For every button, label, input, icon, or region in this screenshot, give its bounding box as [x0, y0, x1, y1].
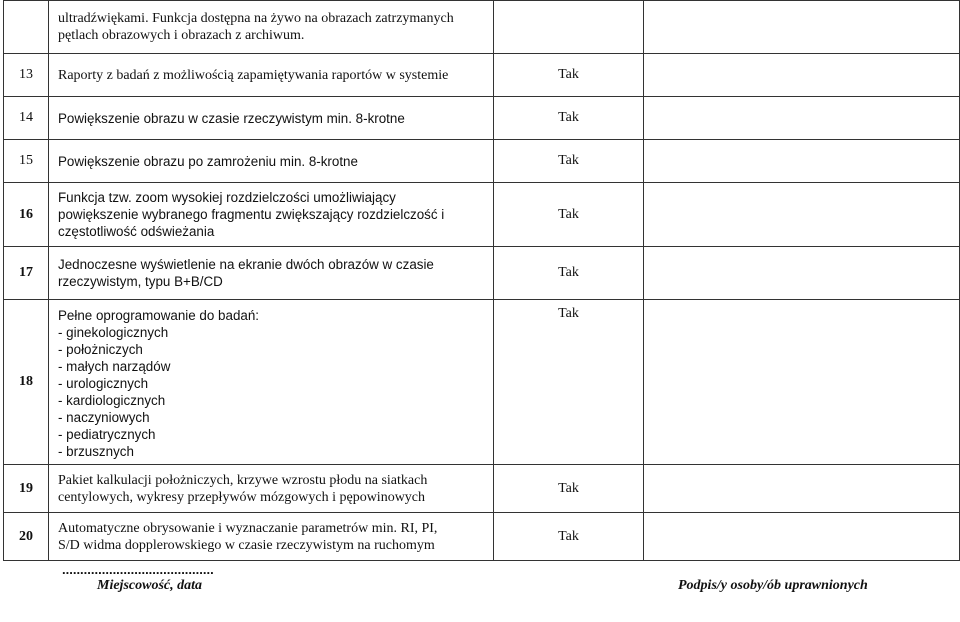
row-description: Pełne oprogramowanie do badań: - ginekologicznych - położniczych - małych narządów - urologicznych - kardiologicznych - naczyniowych - pediatrycznych - brzusznych: [49, 300, 494, 465]
row-number: 19: [4, 465, 49, 513]
row-description: Automatyczne obrysowanie i wyznaczanie parametrów min. RI, PI, S/D widma dopplerowskiego w czasie rzeczywistym na ruchomym: [49, 513, 494, 561]
row-number: 18: [4, 300, 49, 465]
row-description: Pakiet kalkulacji położniczych, krzywe wzrostu płodu na siatkach centylowych, wykresy przepływów mózgowych i pępowinowych: [49, 465, 494, 513]
table-row: [4, 1, 960, 54]
row-answer: Tak: [494, 183, 644, 247]
answer-offered-cell: [644, 1, 960, 54]
row-answer: Tak: [494, 97, 644, 140]
table-row: [4, 247, 960, 300]
row-description: Jednoczesne wyświetlenie na ekranie dwóch obrazów w czasie rzeczywistym, typu B+B/CD: [49, 247, 494, 300]
row-number: 20: [4, 513, 49, 561]
answer-offered-cell: [644, 183, 960, 247]
table-row: [4, 513, 960, 561]
row-number: 13: [4, 54, 49, 97]
row-number: 17: [4, 247, 49, 300]
row-answer: [494, 1, 644, 54]
row-answer: Tak: [494, 465, 644, 513]
row-number: 14: [4, 97, 49, 140]
answer-offered-cell: [644, 465, 960, 513]
table-row: [4, 54, 960, 97]
table-row: [4, 97, 960, 140]
row-answer: Tak: [494, 140, 644, 183]
place-date-label: Miejscowość, data: [97, 578, 202, 593]
row-description: Raporty z badań z możliwością zapamiętywania raportów w systemie: [49, 54, 494, 97]
row-number: 15: [4, 140, 49, 183]
row-description: Powiększenie obrazu po zamrożeniu min. 8-krotne: [49, 140, 494, 183]
answer-offered-cell: [644, 140, 960, 183]
table-row: [4, 300, 960, 465]
table-row: [4, 140, 960, 183]
row-number: [4, 1, 49, 54]
answer-offered-cell: [644, 97, 960, 140]
table-row: [4, 183, 960, 247]
answer-offered-cell: [644, 247, 960, 300]
answer-offered-cell: [644, 300, 960, 465]
signature-dotted-line: ..........................................: [62, 562, 214, 577]
row-description: ultradźwiękami. Funkcja dostępna na żywo na obrazach zatrzymanych pętlach obrazowych i obrazach z archiwum.: [49, 1, 494, 54]
specification-table: [3, 0, 960, 561]
row-answer: Tak: [494, 513, 644, 561]
row-description: Powiększenie obrazu w czasie rzeczywistym min. 8-krotne: [49, 97, 494, 140]
row-answer: Tak: [494, 247, 644, 300]
row-number: 16: [4, 183, 49, 247]
table-row: [4, 465, 960, 513]
signature-label: Podpis/y osoby/ób uprawnionych: [678, 578, 868, 593]
row-description: Funkcja tzw. zoom wysokiej rozdzielczości umożliwiający powiększenie wybranego fragmentu zwiększający rozdzielczość i częstotliwość odświeżania: [49, 183, 494, 247]
answer-offered-cell: [644, 513, 960, 561]
row-answer: Tak: [494, 54, 644, 97]
answer-offered-cell: [644, 54, 960, 97]
row-answer: Tak: [494, 300, 644, 465]
